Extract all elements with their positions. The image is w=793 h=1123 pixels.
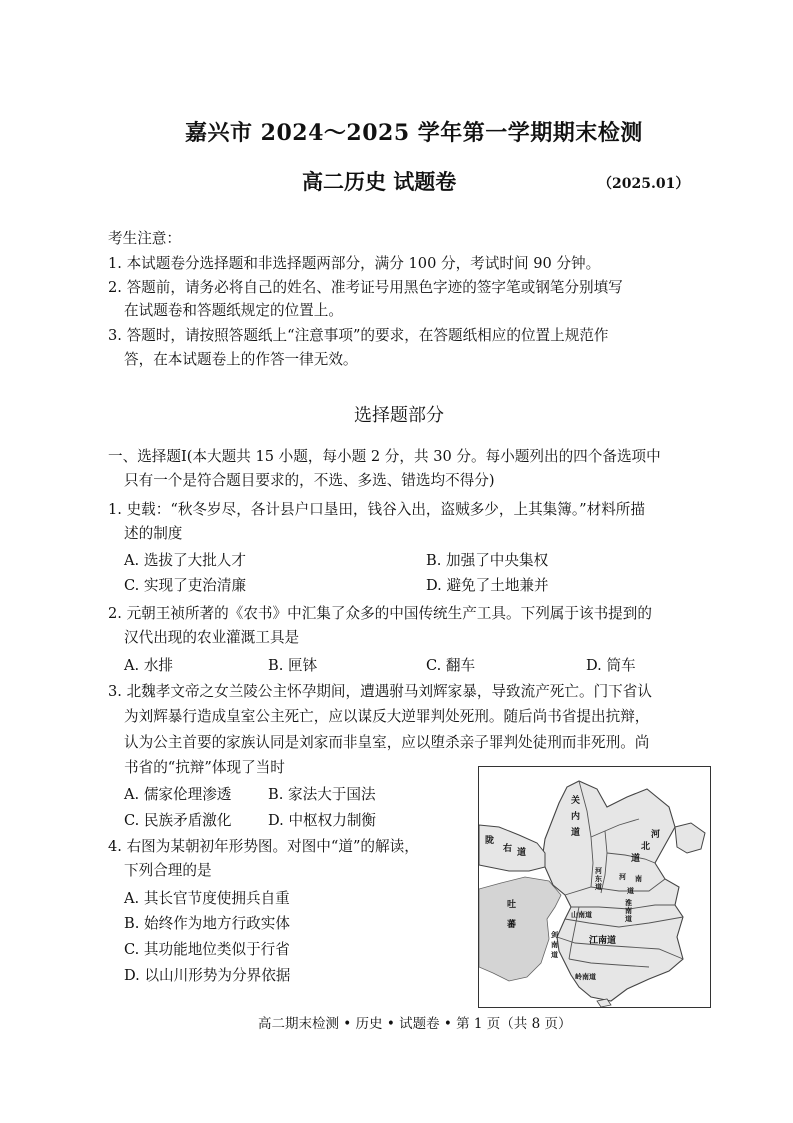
part-instructions: 一、选择题Ⅰ(本大题共 15 小题，每小题 2 分，共 30 分。每小题列出的四个备选项中	[108, 448, 661, 465]
notice-item-num: 2.	[108, 279, 122, 296]
liaodong-region	[675, 823, 705, 853]
option-c[interactable]: C. 其功能地位类似于行省	[124, 941, 290, 958]
question-1	[108, 500, 645, 520]
question-num: 2.	[108, 605, 122, 622]
option-d[interactable]: D. 避免了土地兼并	[426, 577, 549, 594]
option-d[interactable]: D. 筒车	[586, 657, 636, 674]
label-jiannan: 剑	[551, 931, 558, 939]
option-a[interactable]: A. 其长官节度使拥兵自重	[124, 890, 290, 907]
question-stem: 右图为某朝初年形势图。对图中“道”的解读，	[126, 838, 419, 855]
option-b[interactable]: B. 匣钵	[268, 657, 318, 674]
option-b[interactable]: B. 始终作为地方行政实体	[124, 915, 290, 932]
notice-item	[108, 254, 600, 274]
part-instructions-cont: 只有一个是符合题目要求的，不选、多选、错选均不得分)	[124, 472, 495, 489]
option-b[interactable]: B. 加强了中央集权	[426, 552, 549, 569]
exam-subtitle: 高二历史 试题卷	[302, 169, 457, 194]
historical-map	[478, 766, 711, 1008]
label-huainan: 道	[625, 915, 632, 923]
question-num: 1.	[108, 501, 122, 518]
question-stem-cont: 书省的“抗辩”体现了当时	[124, 759, 285, 776]
label-guannei: 道	[571, 828, 581, 838]
option-a[interactable]: A. 儒家伦理渗透	[124, 786, 232, 803]
notice-item-text: 答题时，请按照答题纸上“注意事项”的要求，在答题纸相应的位置上规范作	[126, 327, 609, 344]
label-jiannan: 道	[551, 951, 558, 959]
label-huainan: 淮	[625, 899, 632, 907]
label-hebei: 道	[631, 854, 641, 864]
question-stem-cont: 下列合理的是	[124, 862, 212, 879]
notice-item-cont: 在试题卷和答题纸规定的位置上。	[124, 302, 343, 319]
label-guannei: 关	[571, 796, 581, 806]
question-stem-cont: 汉代出现的农业灌溉工具是	[124, 629, 300, 646]
label-hebei: 北	[641, 842, 651, 852]
option-b[interactable]: B. 家法大于国法	[268, 786, 376, 803]
label-hebei: 河	[651, 830, 661, 840]
label-hedong: 河	[595, 867, 602, 875]
question-2	[108, 604, 652, 624]
label-hedong: 东	[595, 875, 602, 883]
label-henan: 河	[619, 873, 626, 881]
label-henan: 道	[627, 887, 634, 895]
section-title: 选择题部分	[354, 405, 444, 426]
notice-item-num: 3.	[108, 327, 122, 344]
question-stem-cont: 认为公主首要的家族认同是刘家而非皇室，应以堕杀亲子罪判处徒刑而非死刑。尚	[124, 734, 650, 751]
notice-item-text: 本试题卷分选择题和非选择题两部分，满分 100 分，考试时间 90 分钟。	[126, 255, 601, 272]
option-c[interactable]: C. 民族矛盾激化	[124, 812, 232, 829]
question-stem-cont: 述的制度	[124, 525, 183, 542]
label-jiangnan: 江南道	[589, 936, 617, 946]
question-num: 4.	[108, 838, 122, 855]
label-tubo: 蕃	[507, 920, 517, 930]
page-footer: 高二期末检测 • 历史 • 试题卷 • 第 1 页（共 8 页）	[258, 1016, 572, 1032]
question-stem: 北魏孝文帝之女兰陵公主怀孕期间，遭遇驸马刘辉家暴，导致流产死亡。门下省认	[126, 683, 652, 700]
label-jiannan: 南	[551, 941, 558, 949]
question-3	[108, 682, 652, 702]
label-longyou: 右	[503, 844, 513, 854]
label-tubo: 吐	[507, 900, 517, 910]
option-a[interactable]: A. 水排	[124, 657, 174, 674]
option-c[interactable]: C. 翻车	[426, 657, 476, 674]
notice-item	[108, 326, 609, 346]
question-stem: 史载：“秋冬岁尽，各计县户口垦田，钱谷入出，盗贼多少，上其集簿。”材料所描	[126, 501, 645, 518]
notice-item-cont: 答，在本试题卷上的作答一律无效。	[124, 351, 358, 368]
notice-item-text: 答题前，请务必将自己的姓名、准考证号用黑色字迹的签字笔或钢笔分别填写	[126, 279, 623, 296]
label-henan: 南	[635, 875, 642, 883]
notice-item	[108, 278, 623, 298]
label-hedong: 道	[595, 883, 602, 891]
notice-item-num: 1.	[108, 255, 122, 272]
tang-territory	[543, 781, 683, 1001]
option-d[interactable]: D. 中枢权力制衡	[268, 812, 377, 829]
option-c[interactable]: C. 实现了吏治清廉	[124, 577, 247, 594]
map-svg	[479, 767, 710, 1007]
question-4	[108, 837, 419, 857]
label-longyou: 陇	[485, 836, 495, 846]
exam-date: （2025.01）	[598, 176, 690, 192]
label-guannei: 内	[571, 812, 581, 822]
notice-heading: 考生注意：	[108, 230, 181, 247]
question-stem-cont: 为刘辉暴行造成皇室公主死亡，应以谋反大逆罪判处死刑。随后尚书省提出抗辩，	[124, 708, 650, 725]
label-huainan: 南	[625, 907, 632, 915]
label-shannan: 山南道	[571, 911, 592, 919]
tubo-region	[479, 877, 561, 981]
exam-title: 嘉兴市 2024～2025 学年第一学期期末检测	[185, 120, 643, 146]
label-lingnan: 岭南道	[575, 973, 596, 981]
question-stem: 元朝王祯所著的《农书》中汇集了众多的中国传统生产工具。下列属于该书提到的	[126, 605, 652, 622]
label-longyou: 道	[517, 848, 527, 858]
option-d[interactable]: D. 以山川形势为分界依据	[124, 967, 291, 984]
question-num: 3.	[108, 683, 122, 700]
option-a[interactable]: A. 选拔了大批人才	[124, 552, 246, 569]
